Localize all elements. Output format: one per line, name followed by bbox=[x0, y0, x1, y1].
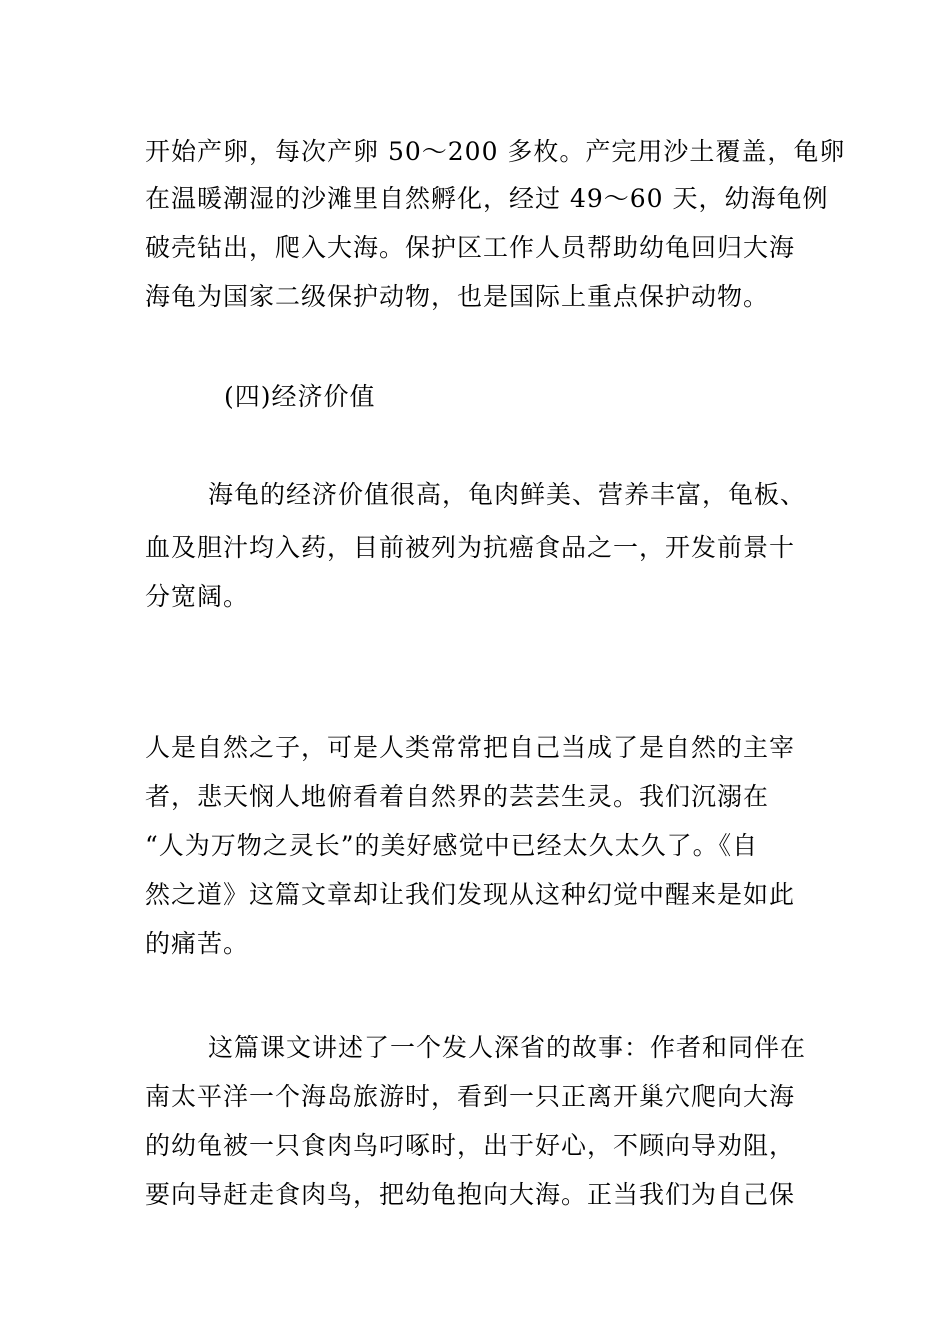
paragraph2-line-2: 血及胆汁均入药，目前被列为抗癌食品之一，开发前景十 bbox=[145, 533, 796, 562]
paragraph1-line-1: 开始产卵，每次产卵 50～200 多枚。产完用沙土覆盖，龟卵 bbox=[145, 137, 846, 166]
paragraph1-line-4: 海龟为国家二级保护动物，也是国际上重点保护动物。 bbox=[145, 282, 770, 311]
paragraph4-line-1: 这篇课文讲述了一个发人深省的故事：作者和同伴在 bbox=[208, 1033, 807, 1062]
paragraph1-line-2: 在温暖潮湿的沙滩里自然孵化，经过 49～60 天，幼海龟例 bbox=[145, 184, 829, 213]
paragraph1-line-3: 破壳钻出，爬入大海。保护区工作人员帮助幼龟回归大海 bbox=[145, 233, 796, 262]
paragraph3-line-4: 然之道》这篇文章却让我们发现从这种幻觉中醒来是如此 bbox=[145, 880, 796, 909]
paragraph2-line-3: 分宽阔。 bbox=[145, 582, 250, 611]
paragraph4-line-3: 的幼龟被一只食肉鸟叼啄时，出于好心，不顾向导劝阻， bbox=[145, 1131, 796, 1160]
paragraph4-line-4: 要向导赶走食肉鸟，把幼龟抱向大海。正当我们为自己保 bbox=[145, 1180, 796, 1209]
paragraph3-line-1: 人是自然之子，可是人类常常把自己当成了是自然的主宰 bbox=[145, 733, 796, 762]
paragraph3-line-5: 的痛苦。 bbox=[145, 929, 250, 958]
paragraph3-line-3: “人为万物之灵长”的美好感觉中已经太久太久了。《自 bbox=[145, 831, 759, 860]
paragraph3-line-2: 者，悲天悯人地俯看着自然界的芸芸生灵。我们沉溺在 bbox=[145, 782, 770, 811]
paragraph2-line-1: 海龟的经济价值很高，龟肉鲜美、营养丰富，龟板、 bbox=[208, 480, 807, 509]
section-heading: (四)经济价值 bbox=[224, 382, 376, 411]
paragraph4-line-2: 南太平洋一个海岛旅游时，看到一只正离开巢穴爬向大海 bbox=[145, 1082, 796, 1111]
